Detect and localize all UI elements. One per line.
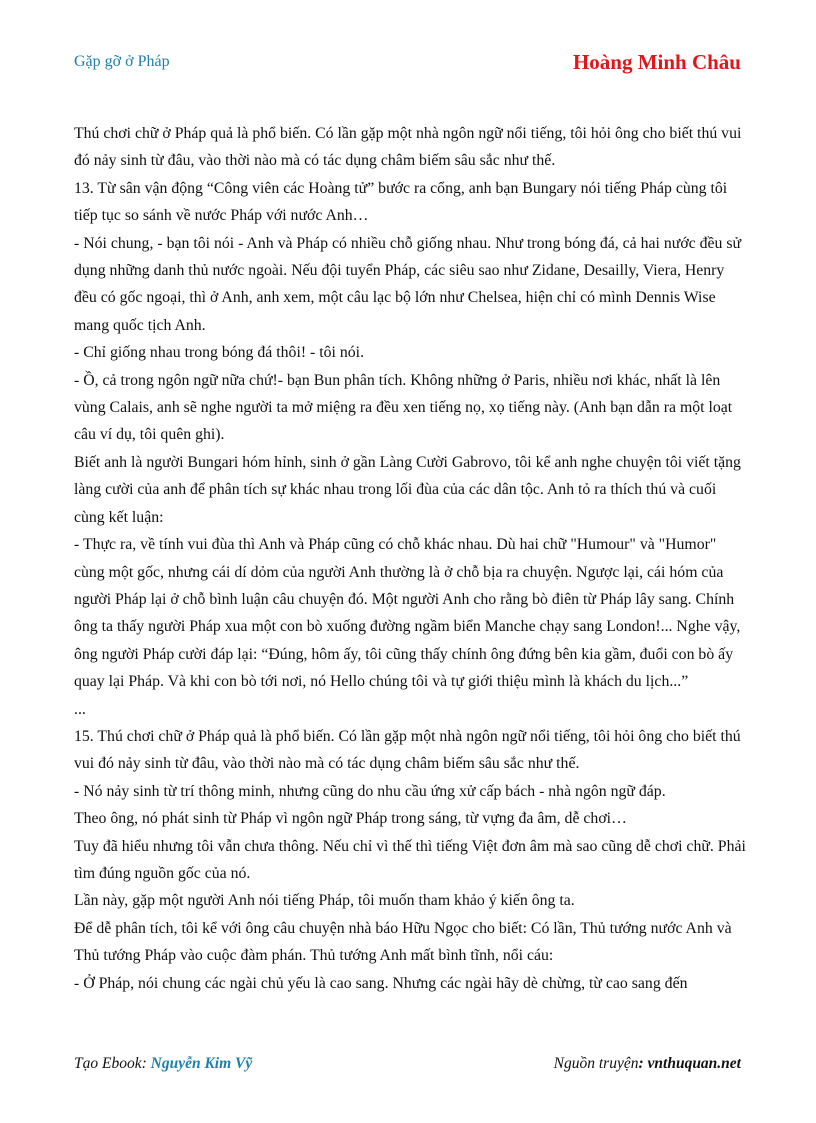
source-label: Nguồn truyện xyxy=(553,1055,639,1072)
body-paragraph: Theo ông, nó phát sinh từ Pháp vì ngôn ngữ Pháp trong sáng, từ vựng đa âm, dễ chơi… xyxy=(74,810,627,828)
page-body xyxy=(74,120,748,997)
ebook-creator: Nguyễn Kim Vỹ xyxy=(150,1055,253,1072)
body-paragraph: Biết anh là người Bungari hóm hỉnh, sinh ở gần Làng Cười Gabrovo, tôi kể anh nghe chuyện tôi viết tặng làng cười của anh để phân tích sự khác nhau trong lối đùa của các dân tộc. Anh tỏ ra thích thú và cuối cùng kết luận: xyxy=(74,453,741,526)
body-paragraph: Tuy đã hiểu nhưng tôi vẫn chưa thông. Nếu chỉ vì thế thì tiếng Việt đơn âm mà sao cũng dễ chơi chữ. Phải tìm đúng nguồn gốc của nó. xyxy=(74,837,746,882)
body-paragraph: - Nó nảy sinh từ trí thông minh, nhưng cũng do nhu cầu ứng xử cấp bách - nhà ngôn ngữ đáp. xyxy=(74,782,666,800)
source-site: vnthuquan.net xyxy=(647,1055,741,1072)
body-paragraph: Để dễ phân tích, tôi kể với ông câu chuyện nhà báo Hữu Ngọc cho biết: Có lần, Thủ tướng nước Anh và Thủ tướng Pháp vào cuộc đàm phán. Thủ tướng Anh mất bình tĩnh, nổi cáu: xyxy=(74,919,732,965)
page-footer xyxy=(74,1055,741,1077)
body-paragraph: - Ồ, cả trong ngôn ngữ nữa chứ!- bạn Bun phân tích. Không những ở Paris, nhiều nơi khác, nhất là lên vùng Calais, anh sẽ nghe người ta mở miệng ra đều xen tiếng nọ, xọ tiếng này. (Anh bạn dẫn ra một loạt câu ví dụ, tôi quên ghi). xyxy=(74,371,733,444)
ebook-credit xyxy=(74,1055,252,1073)
body-paragraph: - Thực ra, về tính vui đùa thì Anh và Pháp cũng có chỗ khác nhau. Dù hai chữ "Humour" và "Humor" cùng một gốc, nhưng cái dí dỏm của người Anh thường là ở chỗ bịa ra chuyện. Ngược lại, cái hóm của người Pháp lại ở chỗ bình luận câu chuyện đó. Một người Anh cho rằng bò điên từ Pháp lây sang. Chính ông ta thấy người Pháp xua một con bò xuống đường ngầm biển Manche chạy sang London!... Nghe vậy, ông người Pháp cười đáp lại: “Đúng, hôm ấy, tôi cũng thấy chính ông đứng bên kia gầm, đuổi con bò ấy quay lại Pháp. Và khi con bò tới nơi, nó Hello chúng tôi và tự giới thiệu mình là khách du lịch...” xyxy=(74,536,741,691)
source-credit xyxy=(554,1055,741,1073)
ebook-label: Tạo Ebook xyxy=(74,1055,142,1072)
ebook-separator: : xyxy=(141,1055,151,1072)
body-paragraph: 13. Từ sân vận động “Công viên các Hoàng tử” bước ra cổng, anh bạn Bungary nói tiếng Pháp cùng tôi tiếp tục so sánh về nước Pháp với nước Anh… xyxy=(74,179,728,225)
body-paragraph: - Ở Pháp, nói chung các ngài chủ yếu là cao sang. Nhưng các ngài hãy dè chừng, từ cao sang đến xyxy=(74,974,688,992)
body-paragraph: 15. Thú chơi chữ ở Pháp quả là phổ biến. Có lần gặp một nhà ngôn ngữ nổi tiếng, tôi hỏi ông cho biết thú vui đó nảy sinh từ đâu, vào thời nào mà có tác dụng châm biếm sâu sắc như thế. xyxy=(74,727,741,773)
page-header xyxy=(74,50,741,76)
body-paragraph: - Chỉ giống nhau trong bóng đá thôi! - tôi nói. xyxy=(74,344,365,362)
body-paragraph: - Nói chung, - bạn tôi nói - Anh và Pháp có nhiều chỗ giống nhau. Như trong bóng đá, cả hai nước đều sử dụng những danh thủ nước ngoài. Nếu đội tuyển Pháp, các siêu sao như Zidane, Desailly, Viera, Henry đều có gốc ngoại, thì ở Anh, anh xem, một câu lạc bộ lớn như Chelsea, hiện chỉ có mình Dennis Wise mang quốc tịch Anh. xyxy=(74,234,742,334)
body-paragraph: Lần này, gặp một người Anh nói tiếng Pháp, tôi muốn tham khảo ý kiến ông ta. xyxy=(74,892,575,910)
ellipsis-separator: ... xyxy=(74,700,86,718)
body-paragraph: Thú chơi chữ ở Pháp quả là phổ biến. Có lần gặp một nhà ngôn ngữ nổi tiếng, tôi hỏi ông cho biết thú vui đó nảy sinh từ đâu, vào thời nào mà có tác dụng châm biếm sâu sắc như thế. xyxy=(74,125,742,170)
source-separator: : xyxy=(638,1055,648,1072)
author-name: Hoàng Minh Châu xyxy=(572,50,741,74)
book-title: Gặp gỡ ở Pháp xyxy=(74,53,170,70)
